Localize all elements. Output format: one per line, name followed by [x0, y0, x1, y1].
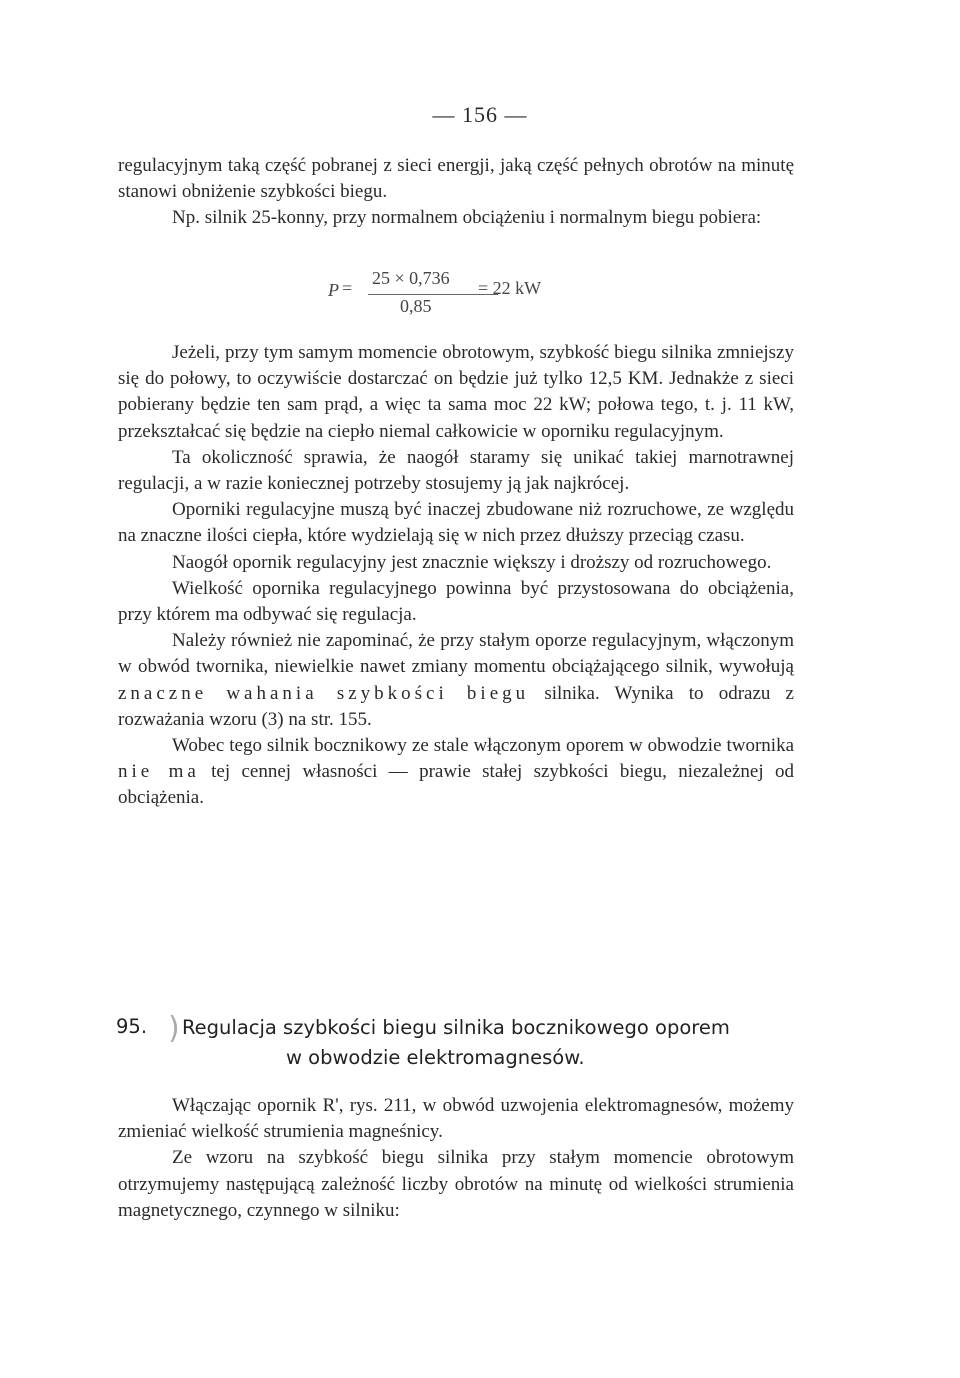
- paragraph: Ta okoliczność sprawia, że naogół staramy się unikać takiej marnotrawnej regulacji, a w razie koniecznej potrzeby stosujemy ją jak najkrócej.: [118, 446, 794, 495]
- closing-text: [118, 1093, 794, 1224]
- section-title-line1: Regulacja szybkości biegu silnika bocznikowego oporem: [182, 1016, 730, 1039]
- paragraph: [118, 733, 794, 812]
- text-run: Wobec tego silnik bocznikowy ze stale włączonym oporem w obwodzie twornika: [172, 735, 794, 757]
- section-number: 95.: [116, 1015, 148, 1038]
- paragraph: Włączając opornik R', rys. 211, w obwód uzwojenia elektromagnesów, możemy zmieniać wielkość strumienia magneśnicy.: [118, 1095, 794, 1143]
- formula-denominator: 0,85: [400, 296, 432, 316]
- paragraph: Np. silnik 25-konny, przy normalnem obciążeniu i normalnym biegu pobiera:: [172, 207, 762, 229]
- emphasized-text: znaczne wahania szybkości biegu: [118, 682, 530, 704]
- formula-numerator: 25 × 0,736: [372, 268, 450, 288]
- formula: [328, 268, 588, 328]
- paragraph: Wielkość opornika regulacyjnego powinna być przystosowana do obciążenia, przy którem ma odbywać się regulacja.: [118, 577, 794, 626]
- emphasized-text: nie ma: [118, 761, 200, 783]
- text-run: tej cennej własności — prawie stałej szybkości biegu, niezależnej od obciążenia.: [118, 761, 794, 809]
- formula-rhs: = 22 kW: [478, 278, 542, 298]
- paragraph: Ze wzoru na szybkość biegu silnika przy stałym momencie obrotowym otrzymujemy następującą zależność liczby obrotów na minutę od wielkości strumienia magnetycznego, czynnego w silniku:: [118, 1147, 794, 1221]
- formula-equals: =: [342, 278, 353, 298]
- paragraph: Oporniki regulacyjne muszą być inaczej zbudowane niż rozruchowe, ze względu na znaczne ilości ciepła, które wydzielają się w nich przez dłuższy przeciąg czasu.: [118, 499, 794, 547]
- section-paren: ): [168, 1011, 180, 1046]
- page-number: — 156 —: [432, 102, 528, 127]
- main-text: [118, 340, 794, 812]
- text-run: silnika. Wynika to odrazu z rozważania wzoru (3) na str. 155.: [118, 682, 794, 730]
- intro-text: [118, 153, 794, 232]
- paragraph: Naogół opornik regulacyjny jest znacznie większy i droższy od rozruchowego.: [172, 551, 772, 573]
- text-run: Należy również nie zapominać, że przy stałym oporze regulacyjnym, włączonym w obwód twornika, niewielkie nawet zmiany momentu obciążającego silnik, wywołują: [118, 630, 794, 678]
- formula-lhs: P: [328, 280, 339, 300]
- paragraph: [118, 628, 794, 733]
- section-heading: [116, 1010, 816, 1080]
- paragraph: Jeżeli, przy tym samym momencie obrotowym, szybkość biegu silnika zmniejszy się do połowy, to oczywiście dostarczać on będzie już tylko 12,5 KM. Jednakże z sieci pobierany będzie ten sam prąd, a więc ta sama moc 22 kW; połowa tego, t. j. 11 kW, przekształcać się będzie na ciepło niemal całkowicie w oporniku regulacyjnym.: [118, 342, 794, 442]
- paragraph: regulacyjnym taką część pobranej z sieci energji, jaką część pełnych obrotów na minutę stanowi obniżenie szybkości biegu.: [118, 155, 794, 203]
- section-title-line2: w obwodzie elektromagnesów.: [286, 1046, 585, 1069]
